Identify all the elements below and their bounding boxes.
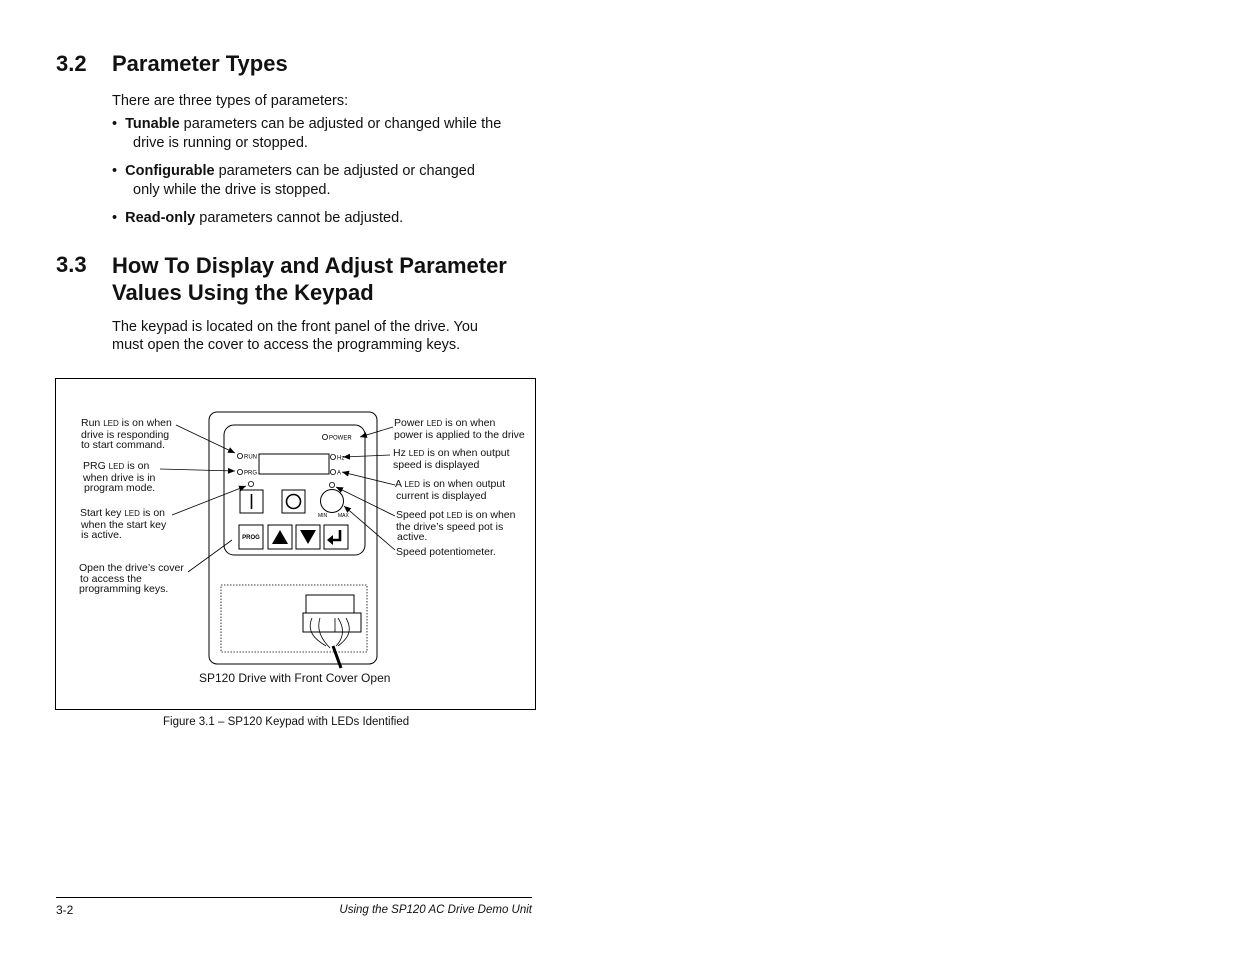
pot-min-label: MIN (318, 513, 328, 519)
bullet-dot: • (112, 163, 126, 179)
section-3-3-number: 3.3 (56, 252, 87, 277)
bullet-dot: • (112, 116, 126, 132)
run-led (237, 453, 242, 458)
power-led-label: POWER (329, 435, 352, 442)
cable (333, 646, 341, 668)
terminal-block (303, 613, 361, 632)
hz-led-label: Hz (337, 455, 345, 462)
paragraph-line2: must open the cover to access the programming keys. (112, 336, 461, 353)
prog-key-label: PROG (242, 535, 260, 541)
section-3-2-title: Parameter Types (112, 51, 288, 76)
drive-body (209, 412, 377, 664)
bullet-dot: • (112, 210, 126, 226)
a-led (330, 469, 335, 474)
callout-hz-led: Hz LED is on when output speed is displayed (393, 447, 510, 471)
prg-led (237, 469, 242, 474)
wire (319, 618, 330, 648)
callout-a-led: A LED is on when output current is displayed (395, 478, 506, 502)
callout-speed-pot: Speed potentiometer. (396, 546, 496, 558)
leader-cover (188, 540, 232, 572)
section-3-2-number: 3.2 (56, 51, 87, 76)
callout-open-cover: Open the drive’s cover to access the programming keys. (79, 562, 184, 595)
bullet-text: parameters can be adjusted or changed while the (179, 116, 502, 132)
section-3-2-intro: There are three types of parameters: (112, 93, 349, 109)
callout-run-led: Run LED is on when drive is responding to start command. (81, 417, 172, 451)
leader-a (342, 472, 395, 485)
bullet-term: Read-only (125, 210, 196, 226)
start-key-led (248, 481, 253, 486)
figure-caption: Figure 3.1 – SP120 Keypad with LEDs Identified (163, 716, 410, 728)
paragraph-line1: The keypad is located on the front panel of the drive. You (112, 319, 478, 335)
leader-hz (343, 455, 390, 457)
prg-led-label: PRG (244, 470, 258, 477)
stop-key (282, 490, 305, 513)
bullet-text: parameters cannot be adjusted. (195, 210, 404, 226)
section-3-3-title-line2: Values Using the Keypad (112, 280, 374, 305)
callout-speed-pot-led: Speed pot LED is on when the drive’s speed pot is active. (396, 509, 516, 543)
terminal-connector (306, 595, 354, 613)
bullet-term: Configurable (125, 163, 215, 179)
led-display (259, 454, 329, 474)
down-arrow-icon (300, 530, 316, 544)
a-led-label: A (337, 470, 342, 477)
callout-power-led: Power LED is on when power is applied to the drive (394, 417, 525, 441)
pot-max-label: MAX (338, 513, 349, 519)
footer-rule (56, 897, 532, 898)
hz-led (330, 454, 335, 459)
speed-potentiometer (321, 490, 344, 513)
section-3-3-title-line1: How To Display and Adjust Parameter (112, 253, 507, 278)
power-led (322, 434, 327, 439)
bullet-text: parameters can be adjusted or changed (214, 163, 475, 179)
figure-inner-caption: SP120 Drive with Front Cover Open (199, 671, 391, 685)
up-arrow-icon (272, 530, 288, 544)
bullet-term: Tunable (125, 116, 180, 132)
footer-page-number: 3-2 (56, 903, 74, 917)
callout-start-key-led: Start key LED is on when the start key is active. (80, 507, 167, 541)
bullet-text-cont: only while the drive is stopped. (133, 181, 331, 198)
enter-key (324, 525, 348, 549)
enter-arrow-head (327, 535, 333, 545)
callout-prg-led: PRG LED is on when drive is in program mode. (83, 460, 156, 494)
bullet-text-cont: drive is running or stopped. (133, 134, 308, 151)
stop-key-symbol (287, 495, 301, 509)
speed-pot-led (329, 482, 334, 487)
footer-title: Using the SP120 AC Drive Demo Unit (339, 904, 532, 916)
run-led-label: RUN (244, 454, 257, 461)
